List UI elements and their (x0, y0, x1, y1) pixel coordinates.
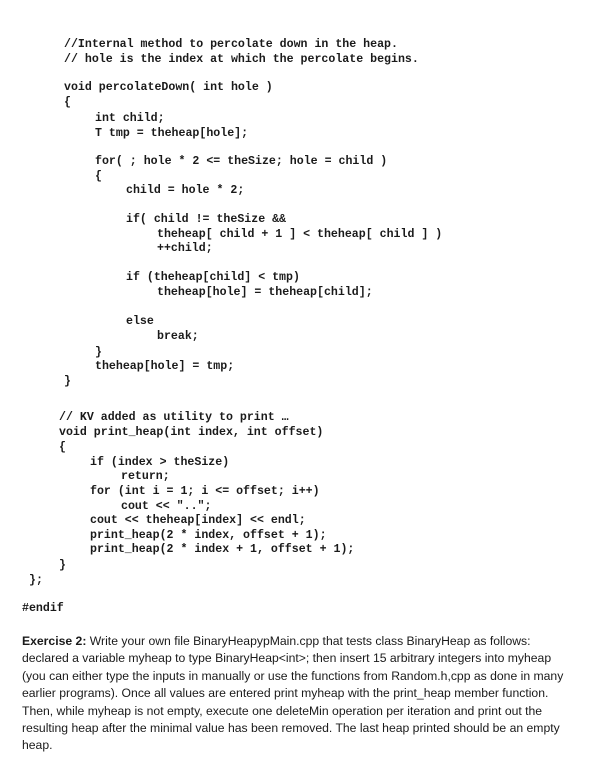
code-line: theheap[hole] = theheap[child]; (157, 286, 373, 299)
code-line: cout << ".."; (121, 500, 212, 513)
code-line: T tmp = theheap[hole]; (95, 127, 249, 140)
code-line: // hole is the index at which the percolate begins. (64, 53, 419, 66)
code-line: { (64, 96, 71, 109)
code-line: if (theheap[child] < tmp) (126, 271, 300, 284)
code-line: child = hole * 2; (126, 184, 245, 197)
code-line: } (59, 559, 66, 572)
code-line: void percolateDown( int hole ) (64, 81, 273, 94)
code-line: return; (121, 470, 170, 483)
exercise-label: Exercise 2: (22, 634, 87, 648)
code-line: break; (157, 330, 199, 343)
code-line: { (59, 441, 66, 454)
code-line: { (95, 170, 102, 183)
code-line: // KV added as utility to print … (59, 411, 289, 424)
code-line: int child; (95, 112, 165, 125)
code-line: for( ; hole * 2 <= theSize; hole = child ) (95, 155, 388, 168)
code-line: if (index > theSize) (90, 456, 230, 469)
code-line: } (64, 375, 71, 388)
code-line: else (126, 315, 154, 328)
code-line: theheap[ child + 1 ] < theheap[ child ] ) (157, 228, 443, 241)
code-line: ++child; (157, 242, 213, 255)
code-line: } (95, 346, 102, 359)
exercise-paragraph (22, 633, 578, 755)
code-line: print_heap(2 * index, offset + 1); (90, 529, 327, 542)
code-line: //Internal method to percolate down in the heap. (64, 38, 398, 51)
code-line: print_heap(2 * index + 1, offset + 1); (90, 543, 355, 556)
code-line: theheap[hole] = tmp; (95, 360, 235, 373)
code-line: for (int i = 1; i <= offset; i++) (90, 485, 320, 498)
exercise-text: Write your own file BinaryHeapypMain.cpp that tests class BinaryHeap as follows: declared a variable myheap to type BinaryHeap<int>; then insert 15 arbitrary integers into myheap (you can either type the inputs in manually or use the functions from Random.h,cpp as done in many earlier programs). Once all values are entered print myheap with the print_heap member function. Then, while myheap is not empty, execute one deleteMin operation per iteration and print out the resulting heap after the minimal value has been removed. The last heap printed should be an empty heap. (22, 634, 564, 753)
code-line: }; (29, 574, 43, 587)
code-line: cout << theheap[index] << endl; (90, 514, 306, 527)
code-line: if( child != theSize && (126, 213, 287, 226)
code-line: #endif (22, 602, 64, 615)
code-line: void print_heap(int index, int offset) (59, 426, 324, 439)
